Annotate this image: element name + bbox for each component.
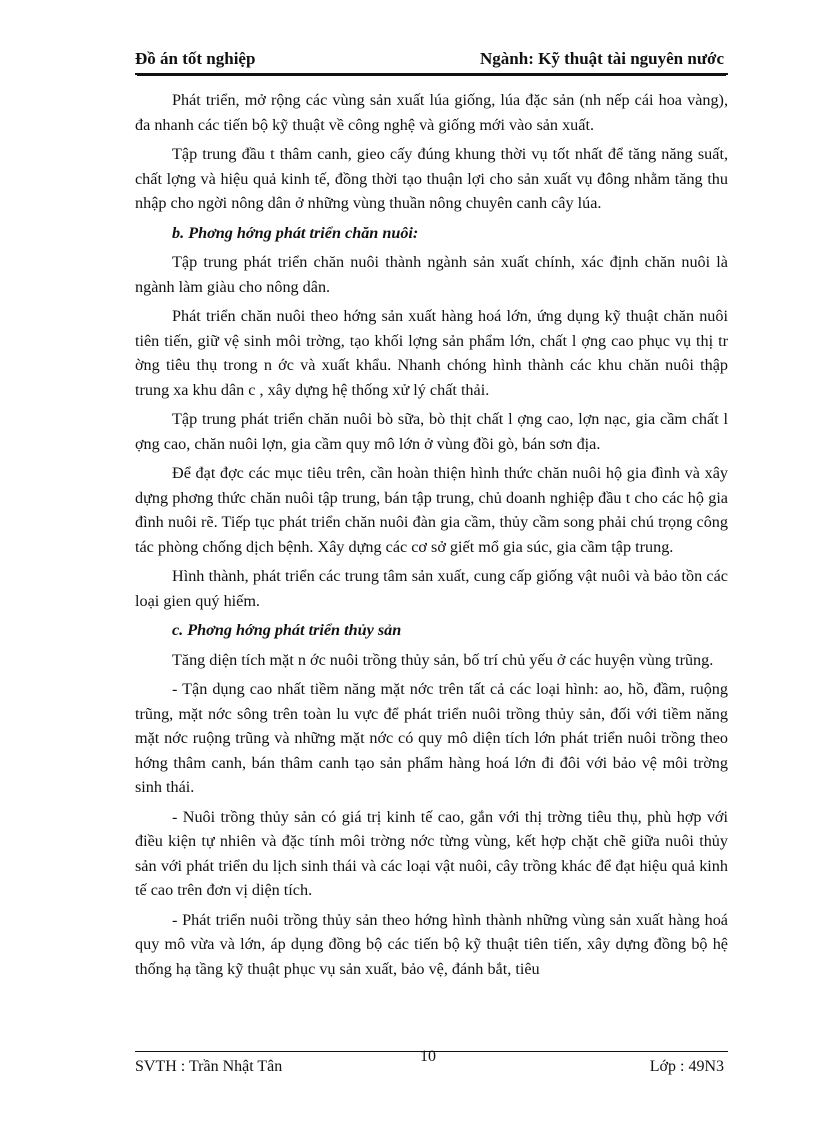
paragraph: - Tận dụng cao nhất tiềm năng mặt nớc trên tất cả các loại hình: ao, hồ, đầm, ruộng trũng, mặt nớc sông trên toàn lu vực để phát triển nuôi trồng thủy sản, đối với tiềm năng mặt nớc ruộng trũng và những mặt nớc có quy mô diện tích lớn phát triển nuôi trồng theo hớng thâm canh, bán thâm canh tạo sản phẩm hàng hoá lớn đi đôi với bảo vệ môi trờng sinh thái.: [135, 680, 728, 796]
paragraph: Hình thành, phát triển các trung tâm sản xuất, cung cấp giống vật nuôi và bảo tồn các loại gien quý hiếm.: [135, 567, 728, 610]
document-body: [135, 88, 728, 986]
header-title: Đồ án tốt nghiệp: [135, 49, 256, 68]
paragraph: Tập trung phát triển chăn nuôi thành ngành sản xuất chính, xác định chăn nuôi là ngành làm giàu cho nông dân.: [135, 253, 728, 296]
section-heading-b: b. Phơng hớng phát triển chăn nuôi:: [172, 223, 419, 242]
paragraph: Phát triển, mở rộng các vùng sản xuất lúa giống, lúa đặc sản (nh nếp cái hoa vàng), đa nhanh các tiến bộ kỹ thuật về công nghệ và giống mới vào sản xuất.: [135, 91, 728, 134]
section-heading-c: c. Phơng hớng phát triển thủy sản: [172, 621, 402, 639]
paragraph: Phát triển chăn nuôi theo hớng sản xuất hàng hoá lớn, ứng dụng kỹ thuật chăn nuôi tiên tiến, giữ vệ sinh môi trờng, tạo khối lợng sản phẩm lớn, chất l ợng cao phục vụ thị tr ờng tiêu thụ trong n ớc và xuất khẩu. Nhanh chóng hình thành các khu chăn nuôi thập trung xa khu dân c , xây dựng hệ thống xử lý chất thải.: [135, 307, 728, 399]
page-number: 10: [420, 1048, 436, 1065]
paragraph: Tập trung phát triển chăn nuôi bò sữa, bò thịt chất l ợng cao, lợn nạc, gia cầm chất l ợng cao, chăn nuôi lợn, gia cầm quy mô lớn ở vùng đồi gò, bán sơn địa.: [135, 410, 728, 453]
page-header: [135, 47, 728, 75]
paragraph: Tập trung đầu t thâm canh, gieo cấy đúng khung thời vụ tốt nhất để tăng năng suất, chất lợng và hiệu quả kinh tế, đồng thời tạo thuận lợi cho sản xuất vụ đông nhằm tăng thu nhập cho ngời nông dân ở những vùng thuần nông chuyên canh cây lúa.: [135, 145, 728, 212]
paragraph: Để đạt đợc các mục tiêu trên, cần hoàn thiện hình thức chăn nuôi hộ gia đình và xây dựng phơng thức chăn nuôi tập trung, bán tập trung, chủ doanh nghiệp đầu t cho các hộ gia đình nuôi rẽ. Tiếp tục phát triển chăn nuôi đàn gia cầm, thủy cầm song phải chú trọng công tác phòng chống dịch bệnh. Xây dựng các cơ sở giết mổ gia súc, gia cầm tập trung.: [135, 464, 728, 556]
paragraph: - Nuôi trồng thủy sản có giá trị kinh tế cao, gắn với thị trờng tiêu thụ, phù hợp với điều kiện tự nhiên và đặc tính môi trờng nớc từng vùng, kết hợp chặt chẽ giữa nuôi thủy sản với phát triển du lịch sinh thái và các loại vật nuôi, cây trồng khác để đạt hiệu quả kinh tế cao trên đơn vị diện tích.: [135, 807, 728, 899]
header-major: Ngành: Kỹ thuật tài nguyên nước: [480, 49, 724, 68]
paragraph: Tăng diện tích mặt n ớc nuôi trồng thủy sản, bố trí chủ yếu ở các huyện vùng trũng.: [172, 650, 714, 669]
footer-student: SVTH : Trần Nhật Tân: [135, 1058, 283, 1075]
footer-class: Lớp : 49N3: [649, 1058, 724, 1075]
paragraph: - Phát triển nuôi trồng thủy sản theo hớng hình thành những vùng sản xuất hàng hoá quy mô vừa và lớn, áp dụng đồng bộ các tiến bộ kỹ thuật tiên tiến, xây dựng đồng bộ hệ thống hạ tầng kỹ thuật phục vụ sản xuất, bảo vệ, đánh bắt, tiêu: [135, 910, 728, 978]
page-footer: [135, 1048, 728, 1082]
